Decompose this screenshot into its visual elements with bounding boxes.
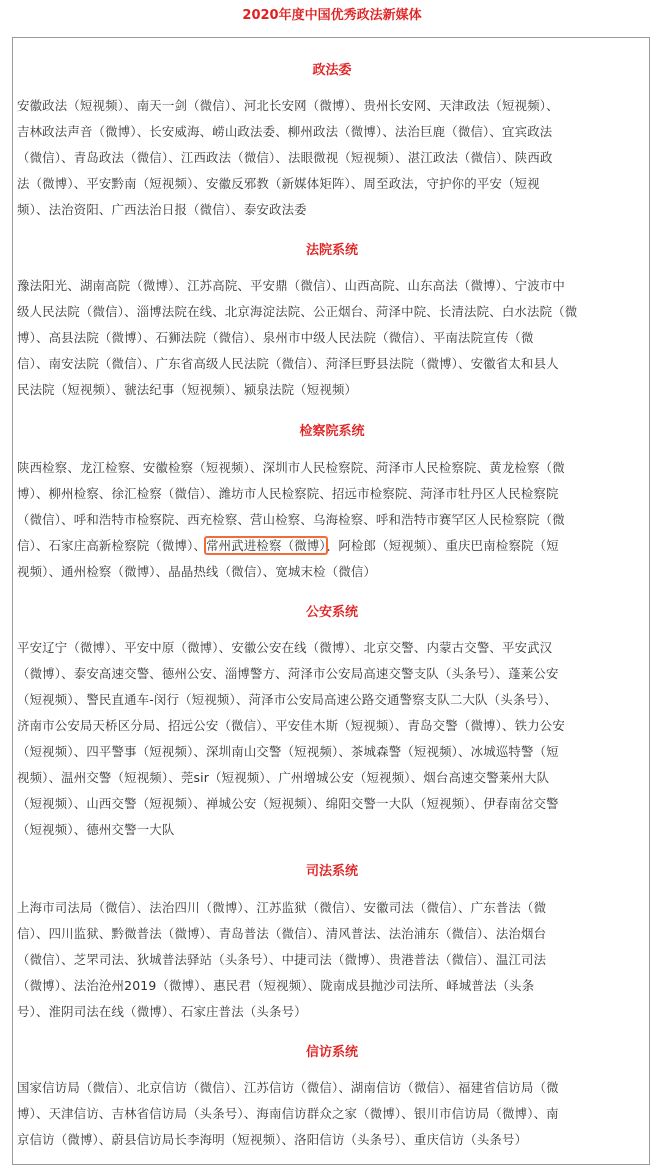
section-heading-procuratorate: 检察院系统 [299,424,365,439]
text-line: 民法院（短视频）、虢法纪事（短视频）、颍泉法院（短视频） [17,382,358,397]
text-line: 陕西检察、龙江检察、安徽检察（短视频）、深圳市人民检察院、菏泽市人民检察院、黄龙检察（微 [17,460,565,475]
text-line: （微信）、呼和浩特市检察院、西充检察、营山检察、乌海检察、呼和浩特市赛罕区人民检察院（微 [17,512,565,527]
text-segment: 信）、石家庄高新检察院（微博）、 [17,538,207,553]
text-line: 频）、法治资阳、广西法治日报（微信）、泰安政法委 [17,202,307,217]
section-body-judicial [17,895,651,1025]
highlighted-entry: 常州武进检察（微博） [206,538,326,553]
page-title: 2020年度中国优秀政法新媒体 [242,8,422,23]
text-line: 安徽政法（短视频）、南天一剑（微信）、河北长安网（微博）、贵州长安网、天津政法（短视频）、 [17,98,559,113]
text-line: （微信）、芝罘司法、狄城普法驿站（头条号）、中捷司法（微博）、贵港普法（微信）、温江司法 [17,952,547,967]
section-heading-zhengfawei: 政法委 [312,63,352,78]
text-line: （短视频）、山西交警（短视频）、禅城公安（短视频）、绵阳交警一大队（短视频）、伊春南岔交警 [17,796,559,811]
text-line: （微博）、泰安高速交警、德州公安、淄博警方、菏泽市公安局高速交警支队（头条号）、蓬莱公安 [17,666,559,681]
text-line: （微博）、法治沧州2019（微博）、惠民君（短视频）、陇南成县抛沙司法所、峄城普法（头条 [17,978,535,993]
text-line: 博）、高县法院（微博）、石狮法院（微信）、泉州市中级人民法院（微信）、平南法院宣传（微 [17,330,534,345]
text-segment: 、阿检郎（短视频）、重庆巴南检察院（短 [325,538,559,553]
text-line: （短视频）、德州交警一大队 [17,822,175,837]
text-line: （短视频）、四平警事（短视频）、深圳南山交警（短视频）、茶城森警（短视频）、冰城巡特警（短 [17,744,559,759]
text-line: 豫法阳光、湖南高院（微博）、江苏高院、平安鼎（微信）、山西高院、山东高法（微博）、宁波市中 [17,278,565,293]
text-line: 济南市公安局天桥区分局、招远公安（微信）、平安佳木斯（短视频）、青岛交警（微博）、铁力公安 [17,718,565,733]
section-body-zhengfawei [17,93,651,223]
section-heading-petition: 信访系统 [305,1045,358,1060]
text-line: （短视频）、警民直通车-闵行（短视频）、菏泽市公安局高速公路交通警察支队二大队（头条号）、 [17,692,558,707]
text-line: 信）、四川监狱、黔微普法（微博）、青岛普法（微信）、清风普法、法治浦东（微信）、法治烟台 [17,926,547,941]
section-body-court [17,273,651,403]
section-heading-court: 法院系统 [305,243,358,258]
text-line: 吉林政法声音（微博）、长安威海、崂山政法委、柳州政法（微博）、法治巨鹿（微信）、宜宾政法 [17,124,553,139]
text-line: 视频）、温州交警（短视频）、莞sir（短视频）、广州增城公安（短视频）、烟台高速交警莱州大队 [17,770,550,785]
section-heading-police: 公安系统 [305,605,358,620]
text-line: 京信访（微博）、蔚县信访局长李海明（短视频）、洛阳信访（头条号）、重庆信访（头条号） [17,1132,528,1147]
text-line: 法（微博）、平安黔南（短视频）、安徽反邪教（新媒体矩阵）、周至政法，守护你的平安（短视 [17,176,540,191]
text-line: 博）、柳州检察、徐汇检察（微信）、潍坊市人民检察院、招远市检察院、菏泽市牡丹区人民检察院 [17,486,559,501]
text-line: 上海市司法局（微信）、法治四川（微博）、江苏监狱（微信）、安徽司法（微信）、广东普法（微 [17,900,547,915]
section-body-police [17,635,651,843]
text-line: （微信）、青岛政法（微信）、江西政法（微信）、法眼微视（短视频）、湛江政法（微信）、陕西政 [17,150,553,165]
text-line: 博）、天津信访、吉林省信访局（头条号）、海南信访群众之家（微博）、银川市信访局（微博）、南 [17,1106,559,1121]
text-line: 号）、淮阴司法在线（微博）、石家庄普法（头条号） [17,1004,307,1019]
section-body-petition [17,1075,651,1153]
text-line: 平安辽宁（微博）、平安中原（微博）、安徽公安在线（微博）、北京交警、内蒙古交警、平安武汉 [17,640,553,655]
text-line [17,533,651,559]
text-line: 级人民法院（微信）、淄博法院在线、北京海淀法院、公正烟台、菏泽中院、长清法院、白水法院（微 [17,304,578,319]
section-body-procuratorate [17,455,651,585]
text-line: 信）、南安法院（微信）、广东省高级人民法院（微信）、菏泽巨野县法院（微博）、安徽省太和县人 [17,356,559,371]
section-heading-judicial: 司法系统 [305,864,358,879]
text-line: 国家信访局（微信）、北京信访（微信）、江苏信访（微信）、湖南信访（微信）、福建省信访局（微 [17,1080,559,1095]
text-line: 视频）、通州检察（微博）、晶晶热线（微信）、宽城末检（微信） [17,564,377,579]
